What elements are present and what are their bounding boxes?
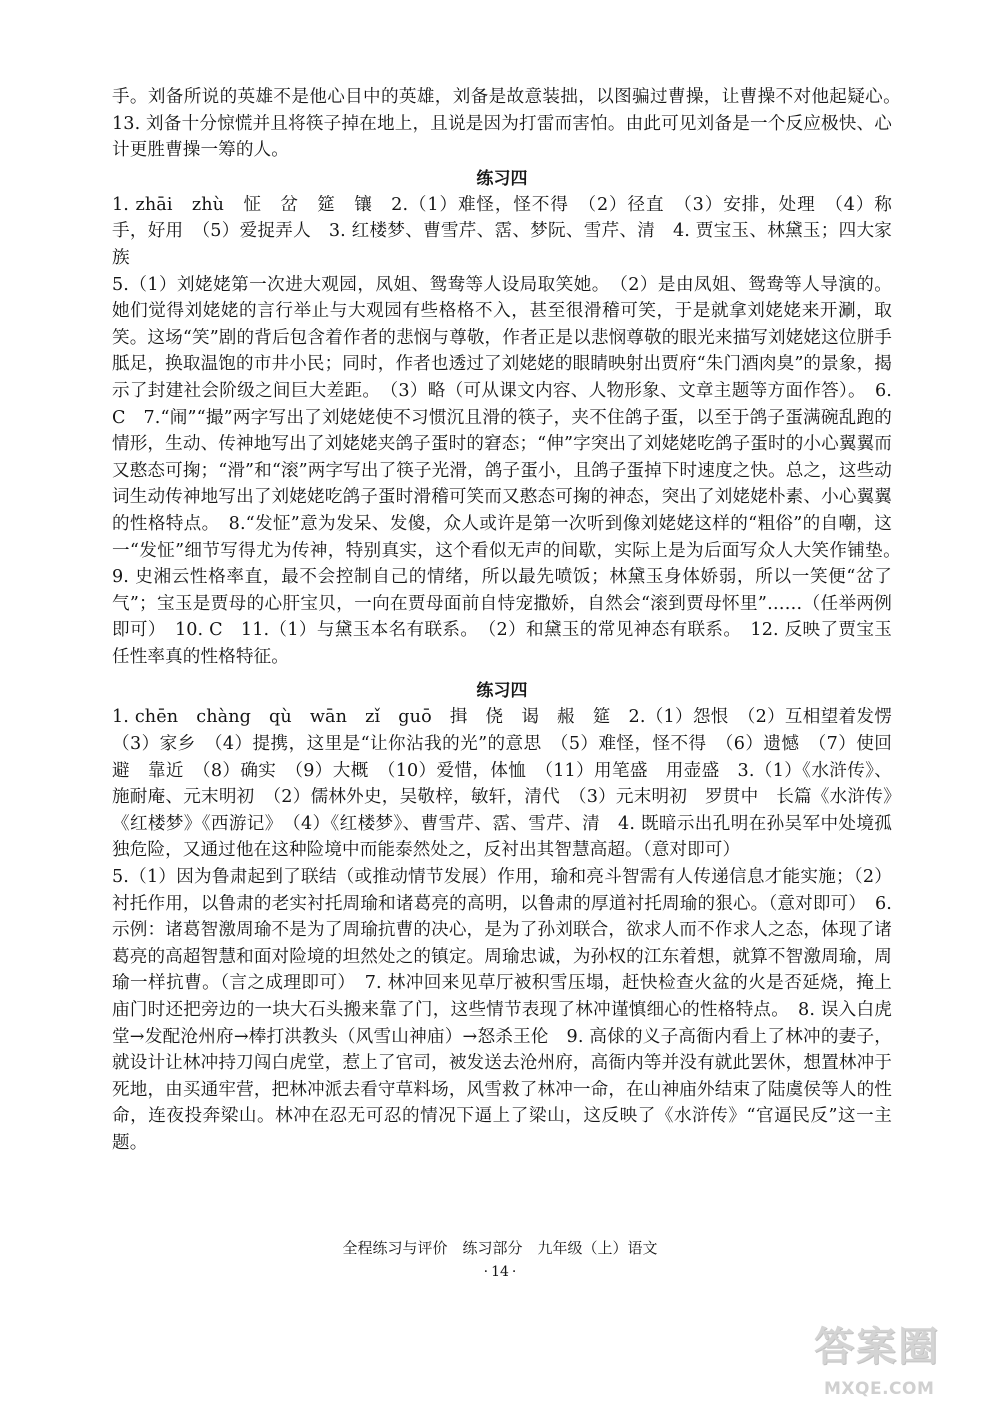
- watermark-title: 答案圈: [814, 1324, 940, 1370]
- section-title-2: 练习四: [476, 681, 528, 702]
- footer-page-number: · 14 ·: [483, 1264, 517, 1280]
- page-number: 14: [491, 1264, 509, 1280]
- watermark-url: MXQE.COM: [824, 1379, 935, 1399]
- section2-answers-2: 5.（1）因为鲁肃起到了联结（或推动情节发展）作用，瑜和亮斗智需有人传递信息才能实施；（2）衬托作用，以鲁肃的老实衬托周瑜和诸葛亮的高明，以鲁肃的厚道衬托周瑜的狠心。（意对即可） 6. 示例：诸葛智激周瑜不是为了周瑜抗曹的决心，是为了孙刘联合，欲求人而不作求人之态，体现了诸葛亮的高超智慧和面对险境的坦然处之的镇定。周瑜忠诚，为孙权的江东着想，就算不智激周瑜，周瑜一样抗曹。（言之成理即可） 7. 林冲回来见草厅被积雪压塌，赶快检查火盆的火是否延烧，掩上庙门时还把旁边的一块大石头搬来靠了门，这些情节表现了林冲谨慎细心的性格特点。 8. 误入白虎堂→发配沧州府→棒打洪教头（风雪山神庙）→怒杀王伦 9. 高俅的义子高衙内看上了林冲的妻子，就设计让林冲持刀闯白虎堂，惹上了官司，被发送去沧州府，高衙内等并没有就此罢休，想置林冲于死地，由买通牢营，把林冲派去看守草料场，风雪救了林冲一命，在山神庙外结束了陆虞侯等人的性命，连夜投奔梁山。林冲在忍无可忍的情况下逼上了梁山，这反映了《水浒传》“官逼民反”这一主题。: [112, 867, 892, 1153]
- answer-content: [112, 84, 910, 1157]
- intro-paragraph: 手。刘备所说的英雄不是他心目中的英雄，刘备是故意装拙，以图骗过曹操，让曹操不对他起疑心。 13. 刘备十分惊慌并且将筷子掉在地上，且说是因为打雷而害怕。由此可见刘备是一个反应极快、心计更胜曹操一筹的人。: [112, 87, 910, 161]
- section-title-1: 练习四: [476, 168, 528, 189]
- footer-book-title: 全程练习与评价 练习部分 九年级（上）语文: [342, 1239, 658, 1257]
- watermark-logo: [810, 1323, 988, 1401]
- section2-answers-1: 1. chēn chàng qù wān zǐ guō 揖 侥 谒 赧 筵 2.（1）怨恨 （2）互相望着发愣 （3）家乡 （4）提携，这里是“让你沾我的光”的意思 （5）难怪，怪不得 （6）遗憾 （7）使回避 靠近 （8）确实 （9）大概 （10）爱惜，体恤 （11）用笔盛 用壶盛 3.（1）《水浒传》、施耐庵、元末明初 （2）儒林外史，吴敬梓，敏轩，清代 （3）元末明初 罗贯中 长篇《水浒传》《红楼梦》《西游记》 （4）《红楼梦》、曹雪芹、霑、雪芹、清 4. 既暗示出孔明在孙吴军中处境孤独危险，又通过他在这种险境中而能泰然处之，反衬出其智慧高超。（意对即可）: [112, 707, 910, 861]
- section1-answers-1: 1. zhāi zhù 怔 岔 筵 镶 2.（1）难怪，怪不得 （2）径直 （3）安排，处理 （4）称手，好用 （5）爱捉弄人 3. 红楼梦、曹雪芹、霑、梦阮、雪芹、清 4. 贾宝玉、林黛玉；四大家族: [112, 194, 892, 268]
- section1-answers-2: 5.（1）刘姥姥第一次进大观园，凤姐、鸳鸯等人设局取笑她。 （2）是由凤姐、鸳鸯等人导演的。她们觉得刘姥姥的言行举止与大观园有些格格不入，甚至很滑稽可笑，于是就拿刘姥姥来开涮，取笑。这场“笑”剧的背后包含着作者的悲悯与尊敬，作者正是以悲悯尊敬的眼光来描写刘姥姥这位胼手胝足，换取温饱的市井小民；同时，作者也透过了刘姥姥的眼睛映射出贾府“朱门酒肉臭”的景象，揭示了封建社会阶级之间巨大差距。 （3）略（可从课文内容、人物形象、文章主题等方面作答）。 6. C 7.“闹”“撮”两字写出了刘姥姥使不习惯沉且滑的筷子，夹不住鸽子蛋，以至于鸽子蛋满碗乱跑的情形，生动、传神地写出了刘姥姥夹鸽子蛋时的窘态；“伸”字突出了刘姥姥吃鸽子蛋时的小心翼翼而又憨态可掬；“滑”和“滚”两字写出了筷子光滑，鸽子蛋小，且鸽子蛋掉下时速度之快。总之，这些动词生动传神地写出了刘姥姥吃鸽子蛋时滑稽可笑而又憨态可掬的神态，突出了刘姥姥朴素、小心翼翼的性格特点。 8.“发怔”意为发呆、发傻，众人或许是第一次听到像刘姥姥这样的“粗俗”的自嘲，这一“发怔”细节写得尤为传神，特别真实，这个看似无声的间歇，实际上是为后面写众人大笑作铺垫。 9. 史湘云性格率直，最不会控制自己的情绪，所以最先喷饭；林黛玉身体娇弱，所以一笑便“岔了气”；宝玉是贾母的心肝宝贝，一向在贾母面前自恃宠撒娇，自然会“滚到贾母怀里”……（任举两例即可） 10. C 11.（1）与黛玉本名有联系。 （2）和黛玉的常见神态有联系。 12. 反映了贾宝玉任性率真的性格特征。: [112, 274, 910, 667]
